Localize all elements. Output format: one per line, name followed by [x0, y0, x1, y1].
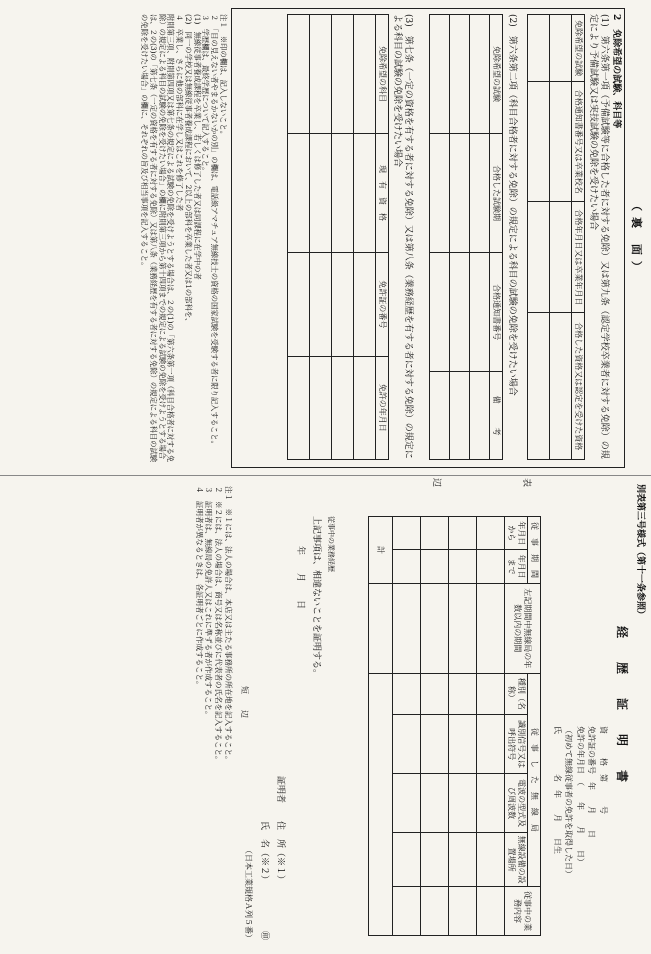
sec3-header: 免許の年月日 [376, 356, 389, 459]
seal-mark: ㊞ [259, 931, 269, 941]
section2-table [429, 14, 503, 460]
sub-header: 年月日から [505, 517, 528, 550]
note-line: ４ 証明者が異なるときは、各証明者ごとに作成すること。 [194, 486, 204, 689]
note-line: ２ 「目の見えない者やまるかないかの別」の欄は、電話級アマチュア無線技士の資格の国家試験を受験する者に限り記入すること。 [210, 14, 220, 448]
section3-table [287, 14, 389, 460]
note-line: (2) 同一の学校又は無線従事者養成課程において、2以上の部科を卒業した者又は1の部科を、 [184, 14, 193, 326]
short-side-label: 短 辺 [240, 686, 249, 718]
cert-statement: 上記事項は、相違ないことを証明する。 [311, 516, 321, 679]
field-row: 免許の年月日 （ 年 月 日） [575, 726, 585, 866]
item2-heading: 2 免除希望の試験、科目等 [611, 14, 621, 129]
sec1-header: 合格通知書番号又は卒業校名 [572, 82, 585, 202]
sec2-header: 備 考 [490, 372, 503, 460]
certifier-name: 氏 名（※２） [259, 821, 269, 885]
sec2-header: 免除希望の試験 [490, 15, 503, 134]
certificate-title: 経 歴 証 明 書 [615, 626, 629, 789]
field-row: 氏 名 年 月 日生 [552, 726, 562, 854]
sec3-header: 現 有 資 格 [376, 134, 389, 253]
sec1-header: 合格年月日又は卒業年月日 [572, 202, 585, 313]
period-header: 従 事 期 間 [528, 517, 541, 584]
note-line: (1) 無線従事者養成課程を卒業し、若しくは修了した者又は同課程に在学中の者 [192, 14, 202, 280]
header-fields [551, 726, 609, 946]
field-row: 資 格 第 号 [599, 726, 608, 814]
note-line: 注１ ※１には、法人の場合は、本店又は主たる事務所の所在地を記入すること。 [224, 486, 233, 764]
section1-table [527, 14, 585, 460]
sub-header: 識別信号又は呼出符号 [505, 715, 528, 774]
note-line: ３ 証明者は、無線局の免許人又はこれに準ずる者が作成すること。 [204, 486, 214, 719]
years-header: 左記期間中無線局の年数以内の期間 [505, 583, 541, 673]
station-header: 従 事 し た 無 線 局 [528, 673, 541, 886]
field-row: 免許証の番号 年 月 日 [587, 726, 597, 838]
career-certificate-page [0, 476, 651, 954]
section3-title: (3) 第七条（一定の資格を有する者に対する免除）又は第八条（業務経歴を有する者に対する免除）の規定による科目の試験の免除を受けたい場合 [391, 14, 413, 459]
certifier-label: 証明者 [275, 776, 285, 804]
note-line: ３ 学歴欄は、最終学歴について記入すること。 [201, 14, 211, 175]
sec2-header: 合格した試験期 [490, 134, 503, 253]
sec2-header: 合格通知書番号 [490, 253, 503, 372]
reverse-notes [140, 14, 228, 469]
margin-label-long: 表 [521, 478, 531, 488]
sub-header: 種別（名称） [505, 673, 528, 714]
sec1-header: 免除希望の試験 [572, 15, 585, 82]
note-line: 注１ ※印の欄は、記入しないこと。 [219, 14, 228, 139]
reverse-side-page [0, 0, 651, 476]
row-label: 従事中の業務経歴 [327, 516, 335, 572]
duty-header: 従事中の業務内容 [505, 887, 541, 936]
field-row: （初めて無線従事者の免許を取得した日） [564, 726, 574, 878]
total-label: 計 [369, 517, 393, 584]
note-line: ２ ※２には、法人の場合は、商号又は名称並びに代表者の氏名を記入すること。 [214, 486, 224, 764]
certificate-notes [194, 486, 233, 946]
note-line: 附則第三項、附則第四項又は第七条の規定による試験の免除を受けようとする場合は、２の(1)の「第六条第一項（科目合格者に対する免除）の規定による科目の試験の免除を受けたい場合」の欄に附則第三項から第十四項までの規定による試験の免除を受けようとする場合は、２の(3)の「第七条（一定の資格を有する者に対する免除）又は第八条（業務経歴を有する者に対する免除）の規定による科目の試験の免除を受けたい場合」の欄に、それぞれの旨及び相当事項を記入すること。 [140, 14, 176, 463]
sec1-header: 合格した資格又は認定を受けた資格 [572, 313, 585, 460]
career-table [368, 516, 541, 936]
sec3-header: 免除希望の科目 [376, 15, 389, 134]
page-label: （裏 面） [630, 200, 643, 278]
margin-label-short: 辺 [431, 478, 441, 488]
cert-date: 年 月 日 [295, 546, 305, 610]
section2-title: (2) 第六条第二項（科目合格者に対する免除）の規定による科目の試験の免除を受けたい場合 [507, 14, 517, 396]
sub-header: 電波の型式及び周波数 [505, 774, 528, 833]
form-label: 別表第三号様式（第十一条参照） [635, 484, 645, 620]
sub-header: 年月日まで [505, 550, 528, 583]
section1-title: (1) 第六条第一項（予備試験等に合格した者に対する免除）又は第九条（認定学校卒業者に対する免除）の規定により予備試験又は実技試験の免除を受けたい場合 [587, 14, 609, 459]
sec3-header: 免許証の番号 [376, 253, 389, 356]
sub-header: 無線設備の設置場所 [505, 833, 528, 887]
paper-size: （日本工業規格Ａ列５番） [244, 846, 253, 942]
certifier-address: 住 所（※１） [275, 821, 285, 885]
note-line: ４ 卒業し、さらに他の部科に在学し又はこれを修了した者 [175, 14, 185, 212]
